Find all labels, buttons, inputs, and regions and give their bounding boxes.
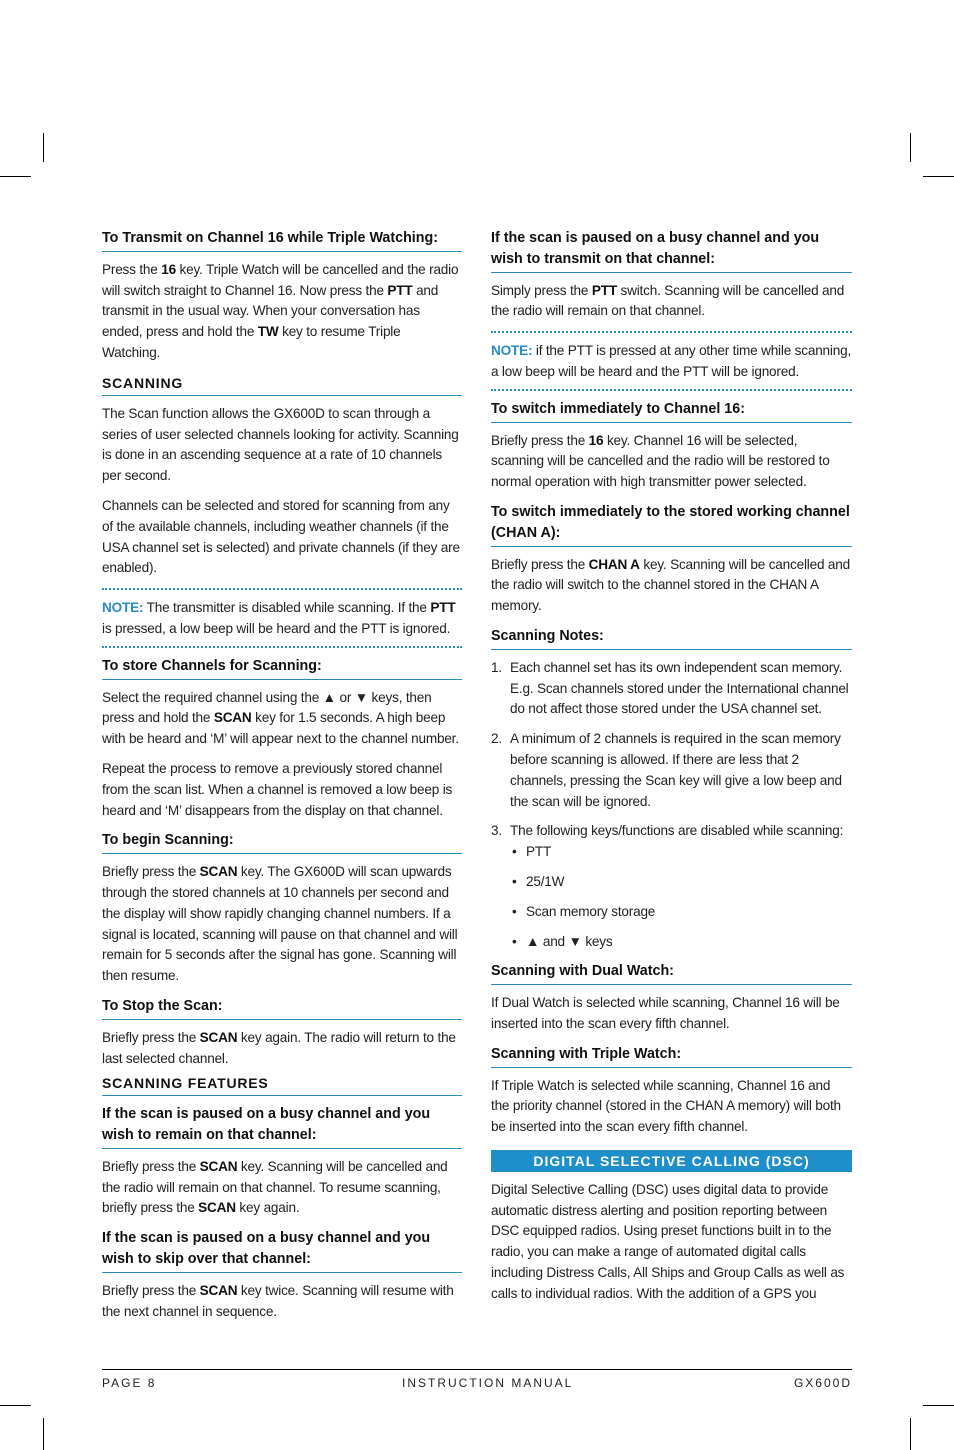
scanning-notes-list	[491, 658, 852, 953]
dotted-divider	[491, 389, 852, 391]
heading-transmit-busy-channel: If the scan is paused on a busy channel and you wish to transmit on that channel:	[491, 228, 852, 273]
key-name: SCAN	[199, 864, 238, 880]
list-number: 1.	[491, 659, 502, 675]
crop-mark	[910, 1418, 911, 1450]
crop-mark	[910, 133, 911, 162]
crop-mark	[0, 1405, 31, 1406]
heading-begin-scanning: To begin Scanning:	[102, 830, 462, 854]
list-number: 3.	[491, 823, 502, 839]
right-column	[491, 228, 852, 1314]
left-column	[102, 228, 462, 1331]
paragraph: Briefly press the SCAN key. The GX600D will scan upwards through the stored channels at 10 channels per second and the display will show rapidly changing channel numbers. If a signal is located, scanning will pause on that channel and will remain for 5 seconds after the signal has gone. Scanning will then resume.	[102, 864, 458, 984]
key-name: TW	[257, 324, 279, 340]
note-label: NOTE:	[491, 343, 533, 359]
page-number: PAGE 8	[102, 1376, 157, 1390]
paragraph: If Triple Watch is selected while scanning, Channel 16 and the priority channel (stored in the CHAN A memory) will both be inserted into the scan every fifth channel.	[491, 1077, 841, 1135]
dotted-divider	[102, 646, 462, 648]
heading-switch-ch16: To switch immediately to Channel 16:	[491, 399, 852, 423]
section-banner-dsc: DIGITAL SELECTIVE CALLING (DSC)	[491, 1150, 852, 1172]
key-name: PTT	[387, 282, 413, 298]
paragraph: Digital Selective Calling (DSC) uses digital data to provide automatic distress alerting and position reporting between DSC equipped radios. Using preset functions built in to the radio, you can make a range of automated digital calls including Distress Calls, All Ships and Group Calls as well as calls to individual radios. With the addition of a GPS you	[491, 1181, 845, 1301]
bullet-text: PTT	[526, 844, 552, 860]
model-name: GX600D	[793, 1376, 852, 1390]
paragraph: Briefly press the CHAN A key. Scanning will be cancelled and the radio will switch to the channel stored in the CHAN A memory.	[491, 556, 850, 614]
section-title-scanning-features: SCANNING FEATURES	[102, 1073, 462, 1096]
dotted-divider	[102, 588, 462, 590]
note-label: NOTE:	[102, 600, 144, 616]
crop-mark	[0, 176, 31, 177]
bullet-text: Scan memory storage	[526, 903, 656, 919]
list-item	[491, 729, 852, 812]
note-text: The transmitter is disabled while scanning. If the PTT is pressed, a low beep will be heard and the PTT is ignored.	[102, 600, 456, 636]
paragraph: Select the required channel using the ▲ or ▼ keys, then press and hold the SCAN key for 1.5 seconds. A high beep with be heard and ‘M’ will appear next to the channel number.	[102, 689, 459, 747]
paragraph: Channels can be selected and stored for scanning from any of the available channels, including weather channels (if the USA channel set is selected) and private channels (if they are enabled).	[102, 497, 460, 576]
note-transmitter-disabled	[102, 598, 462, 640]
paragraph: The Scan function allows the GX600D to scan through a series of user selected channels looking for activity. Scanning is done in an ascending sequence at a rate of 10 channels per second.	[102, 405, 459, 484]
paragraph: Briefly press the SCAN key. Scanning will be cancelled and the radio will remain on that channel. To resume scanning, briefly press the SCAN key again.	[102, 1158, 448, 1216]
crop-mark	[923, 176, 954, 177]
key-name: CHAN A	[588, 556, 640, 572]
paragraph: Briefly press the SCAN key again. The radio will return to the last selected channel.	[102, 1029, 456, 1066]
list-item	[491, 821, 852, 952]
section-title-scanning: SCANNING	[102, 373, 462, 396]
crop-mark	[43, 133, 44, 162]
disabled-keys-list	[510, 842, 852, 952]
bullet-text: 25/1W	[526, 873, 565, 889]
dotted-divider	[491, 331, 852, 333]
paragraph: Briefly press the 16 key. Channel 16 will be selected, scanning will be cancelled and the radio will be restored to normal operation with high transmitter power selected.	[491, 432, 830, 490]
heading-stop-scan: To Stop the Scan:	[102, 996, 462, 1020]
paragraph: Press the 16 key. Triple Watch will be cancelled and the radio will switch straight to Channel 16. Now press the PTT and transmit in the usual way. When your conversation has ended, press and hold the TW key to resume Triple Watching.	[102, 261, 459, 360]
paragraph: Briefly press the SCAN key twice. Scanning will resume with the next channel in sequence.	[102, 1282, 454, 1319]
page-footer	[102, 1369, 852, 1390]
manual-title: INSTRUCTION MANUAL	[402, 1376, 574, 1390]
heading-store-channels: To store Channels for Scanning:	[102, 656, 462, 680]
key-name: PTT	[430, 600, 456, 616]
note-text: if the PTT is pressed at any other time while scanning, a low beep will be heard and the PTT will be ignored.	[491, 343, 852, 379]
crop-mark	[923, 1405, 954, 1406]
key-name: SCAN	[199, 1158, 238, 1174]
bullet-item: • PTT	[512, 844, 552, 860]
note-ptt-ignored	[491, 341, 852, 383]
paragraph: Simply press the PTT switch. Scanning will be cancelled and the radio will remain on that channel.	[491, 282, 845, 319]
key-name: SCAN	[213, 710, 252, 726]
list-item	[491, 658, 852, 720]
paragraph: Repeat the process to remove a previously stored channel from the scan list. When a channel is removed a low beep is heard and ‘M’ disappears from the display on that channel.	[102, 760, 453, 818]
heading-switch-chan-a: To switch immediately to the stored working channel (CHAN A):	[491, 502, 852, 547]
bullet-item: • 25/1W	[512, 873, 565, 889]
key-name: PTT	[591, 282, 617, 298]
crop-mark	[43, 1418, 44, 1450]
heading-scanning-notes: Scanning Notes:	[491, 626, 852, 650]
bullet-item: • Scan memory storage	[512, 903, 656, 919]
heading-triple-watch: Scanning with Triple Watch:	[491, 1044, 852, 1068]
bullet-text: ▲ and ▼ keys	[526, 933, 613, 949]
heading-remain-on-channel: If the scan is paused on a busy channel and you wish to remain on that channel:	[102, 1104, 462, 1149]
list-text: Each channel set has its own independent scan memory. E.g. Scan channels stored under the International channel do not affect those stored under the USA channel set.	[510, 659, 849, 717]
list-number: 2.	[491, 731, 502, 747]
key-name: SCAN	[198, 1200, 236, 1216]
heading-skip-channel: If the scan is paused on a busy channel and you wish to skip over that channel:	[102, 1228, 462, 1273]
key-name: SCAN	[199, 1282, 238, 1298]
key-name: 16	[588, 432, 604, 448]
paragraph: If Dual Watch is selected while scanning, Channel 16 will be inserted into the scan every fifth channel.	[491, 995, 840, 1031]
heading-dual-watch: Scanning with Dual Watch:	[491, 961, 852, 985]
bullet-item: • ▲ and ▼ keys	[512, 933, 613, 949]
key-name: 16	[161, 261, 176, 277]
key-name: SCAN	[199, 1029, 238, 1045]
list-text: The following keys/functions are disabled while scanning:	[510, 823, 844, 839]
list-text: A minimum of 2 channels is required in the scan memory before scanning is allowed. If there are less that 2 channels, pressing the Scan key will give a low beep and the scan will be ignored.	[510, 731, 842, 809]
heading-transmit-ch16: To Transmit on Channel 16 while Triple Watching:	[102, 228, 462, 252]
